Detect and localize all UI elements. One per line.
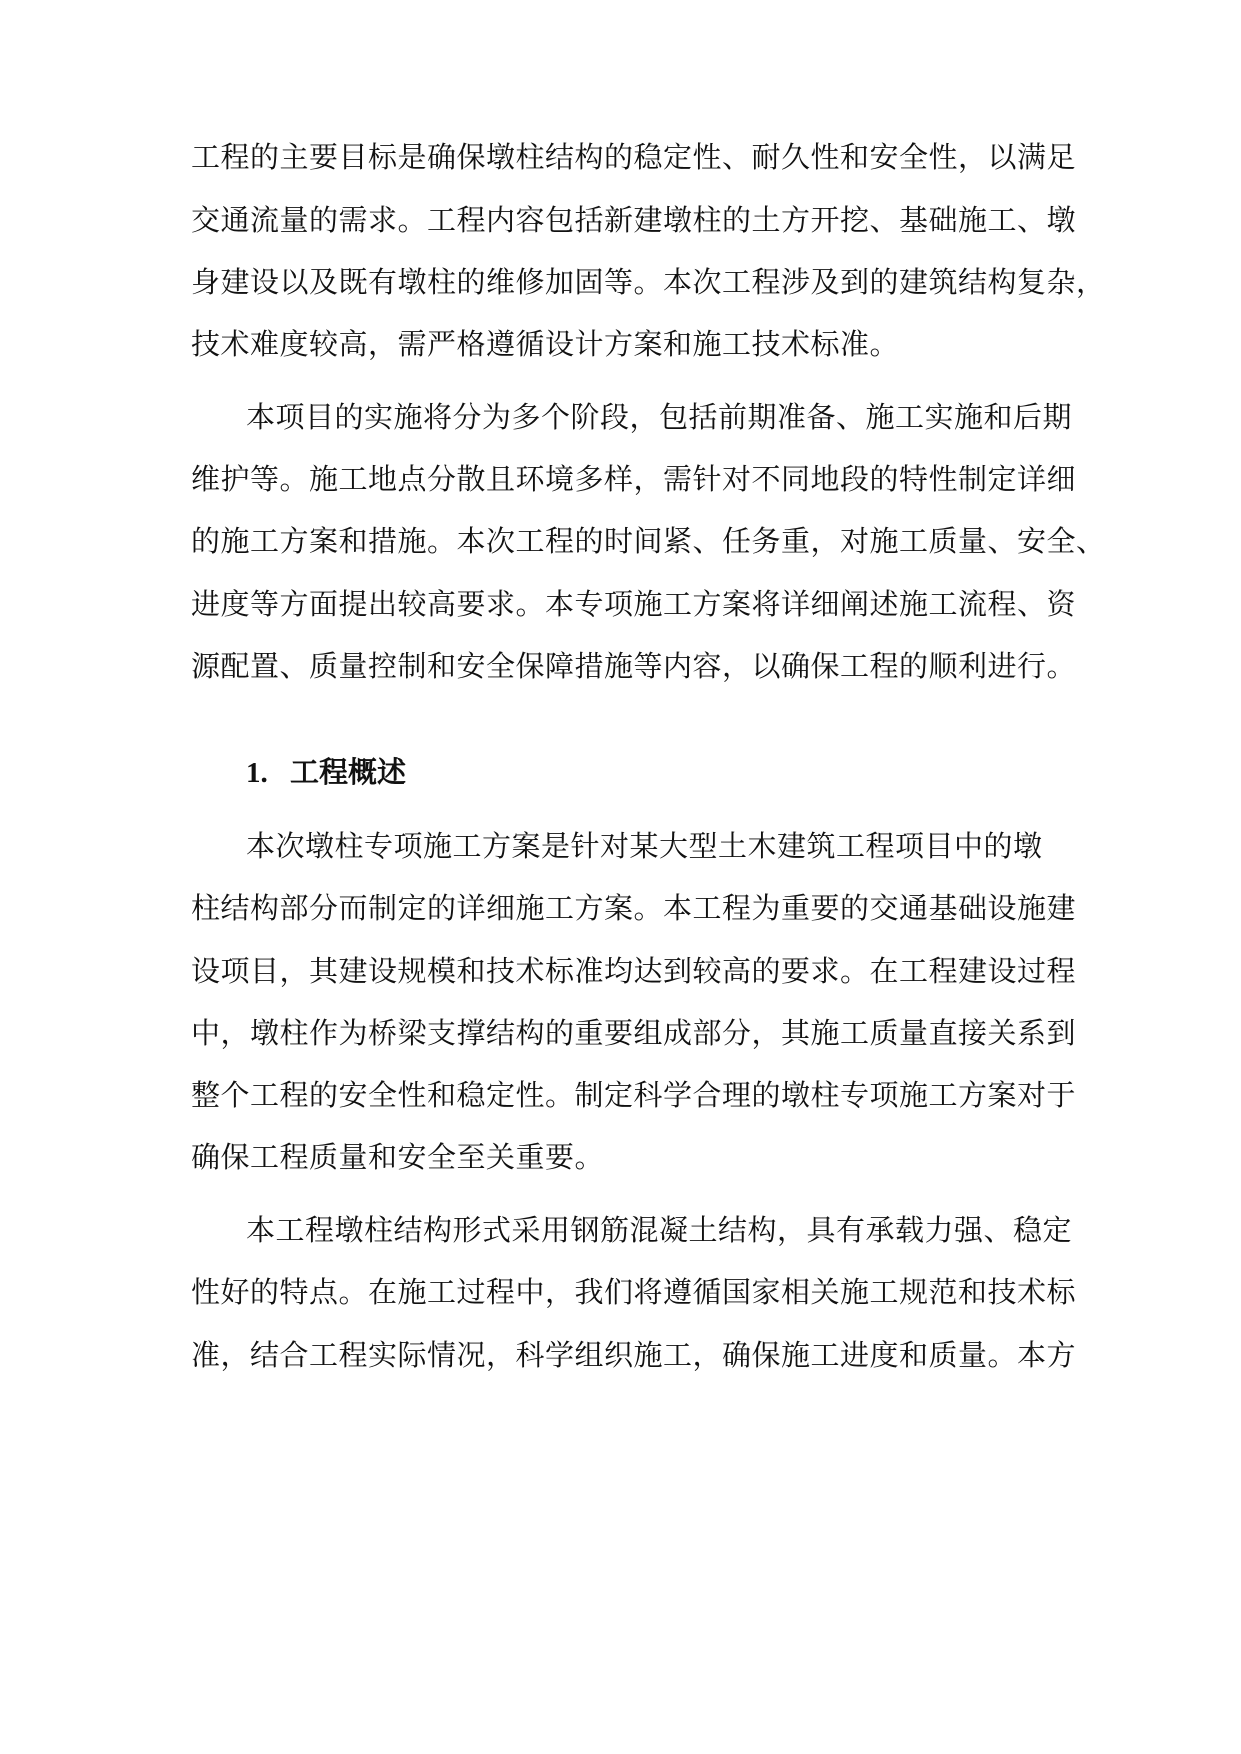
paragraph-1-line-3: 身建设以及既有墩柱的维修加固等。本次工程涉及到的建筑结构复杂，	[191, 265, 1106, 299]
section-paragraph-1-line-5: 整个工程的安全性和稳定性。制定科学合理的墩柱专项施工方案对于	[191, 1078, 1077, 1112]
paragraph-1-line-2: 交通流量的需求。工程内容包括新建墩柱的土方开挖、基础施工、墩	[191, 203, 1077, 237]
section-paragraph-1-line-6: 确保工程质量和安全至关重要。	[191, 1140, 605, 1174]
section-paragraph-1-line-1: 本次墩柱专项施工方案是针对某大型土木建筑工程项目中的墩	[246, 829, 1043, 863]
section-heading	[246, 752, 406, 792]
section-paragraph-1-line-4: 中，墩柱作为桥梁支撑结构的重要组成部分，其施工质量直接关系到	[191, 1016, 1077, 1050]
paragraph-2-line-2: 维护等。施工地点分散且环境多样，需针对不同地段的特性制定详细	[191, 462, 1077, 496]
paragraph-2-line-5: 源配置、质量控制和安全保障措施等内容，以确保工程的顺利进行。	[191, 649, 1077, 683]
paragraph-2-line-3: 的施工方案和措施。本次工程的时间紧、任务重，对施工质量、安全、	[191, 524, 1106, 558]
section-number: 1.	[246, 757, 268, 789]
paragraph-1-line-1: 工程的主要目标是确保墩柱结构的稳定性、耐久性和安全性，以满足	[191, 140, 1077, 174]
section-title: 工程概述	[290, 755, 407, 789]
paragraph-1-line-4: 技术难度较高，需严格遵循设计方案和施工技术标准。	[191, 327, 900, 361]
paragraph-2-line-1: 本项目的实施将分为多个阶段，包括前期准备、施工实施和后期	[246, 400, 1073, 434]
section-paragraph-2-line-3: 准，结合工程实际情况，科学组织施工，确保施工进度和质量。本方	[191, 1338, 1077, 1372]
section-paragraph-1-line-3: 设项目，其建设规模和技术标准均达到较高的要求。在工程建设过程	[191, 954, 1077, 988]
section-paragraph-2-line-1: 本工程墩柱结构形式采用钢筋混凝土结构，具有承载力强、稳定	[246, 1213, 1073, 1247]
section-paragraph-1-line-2: 柱结构部分而制定的详细施工方案。本工程为重要的交通基础设施建	[191, 891, 1077, 925]
section-paragraph-2-line-2: 性好的特点。在施工过程中，我们将遵循国家相关施工规范和技术标	[191, 1275, 1077, 1309]
paragraph-2-line-4: 进度等方面提出较高要求。本专项施工方案将详细阐述施工流程、资	[191, 587, 1077, 621]
